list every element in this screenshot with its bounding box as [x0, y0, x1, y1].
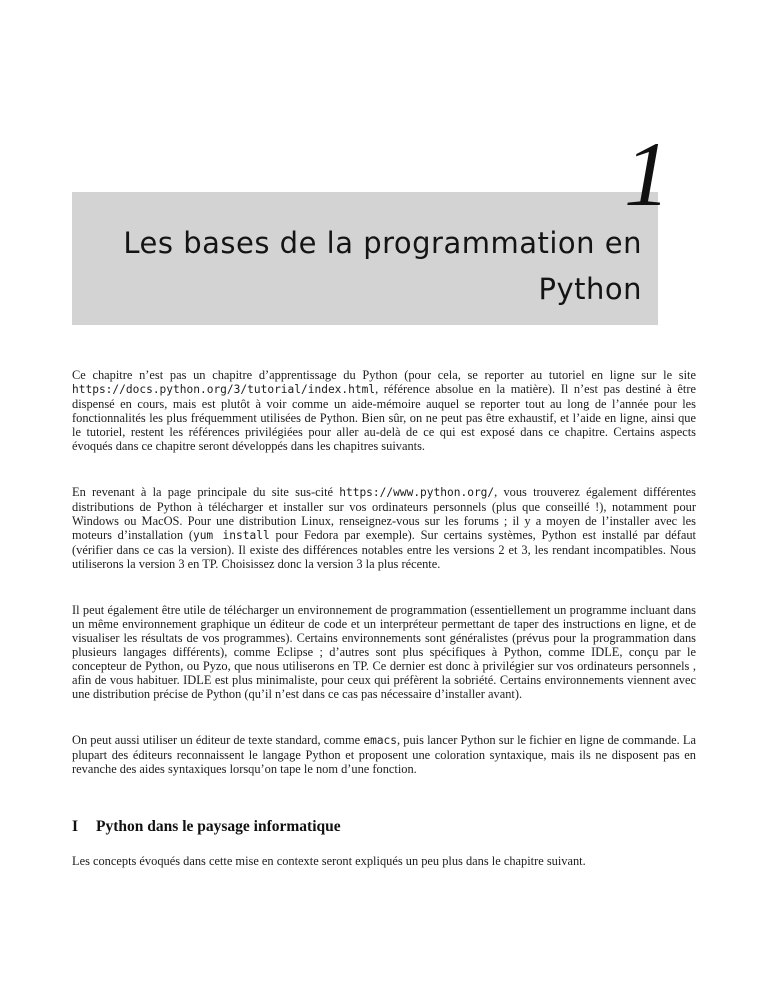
paragraph [72, 733, 696, 776]
section-number: I [72, 818, 79, 835]
text-run: Il peut également être utile de télécharger un environnement de programmation (essentiellement un programme incluant dans un même environnement graphique un éditeur de code et un interpréteur permettant de taper des instructions en ligne, et de visualiser les résultats de vos programmes). Certains environnements sont généralistes (prévus pour la programmation dans plusieurs langages différents), comme Eclipse ; d’autres sont plus spécifiques à Python, comme IDLE, conçu par le concepteur de Python, ou Pyzo, que nous utiliserons en TP. Ce dernier est donc à privilégier sur vos ordinateurs personnels , afin de vous habituer. IDLE est plus minimaliste, pour ceux qui préfèrent la sobriété. Certains environnements viennent avec une distribution précise de Python (qu’il n’est dans ce cas pas nécessaire d’installer avant). [72, 603, 696, 701]
text-run: On peut aussi utiliser un éditeur de texte standard, comme [72, 733, 364, 747]
text-run: pour Fedora par exemple). Sur certains systèmes, Python est installé par défaut (vérifier dans ce cas la version). Il existe des différences notables entre les versions 2 et 3, les rendant incompatibles. Nous utiliserons la version 3 en TP. Choisissez donc la version 3 la plus récente. [72, 528, 696, 571]
text-run: , puis lancer Python sur le fichier en ligne de commande. La plupart des éditeurs reconnaissent le langage Python et proposent une coloration syntaxique, mais ils ne disposent pas en revanche des aides syntaxiques lorsqu’on tape le nom d’une fonction. [72, 733, 696, 776]
text-run: En revenant à la page principale du site sus-cité [72, 485, 340, 499]
section-intro: Les concepts évoqués dans cette mise en contexte seront expliqués un peu plus dans le chapitre suivant. [72, 854, 586, 868]
text-run: , vous trouverez également différentes distributions de Python à télécharger et installer sur vos ordinateurs personnels (plus que conseillé !), notamment pour Windows ou MacOS. Pour une distribution Linux, renseignez-vous sur les forums ; il y a moyen de l’installer avec les moteurs d’installation ( [72, 485, 696, 542]
paragraph [72, 603, 696, 701]
chapter-title-banner [72, 192, 658, 325]
body-paragraphs [72, 368, 696, 776]
chapter-title-line2: Python [538, 272, 642, 306]
paragraph [72, 485, 696, 571]
inline-url-link[interactable]: https://www.python.org/ [339, 486, 495, 499]
inline-code: yum install [192, 529, 270, 542]
text-run: , référence absolue en la matière). Il n’est pas destiné à être dispensé en cours, mais est plutôt à voir comme un aide-mémoire auquel se reporter tout au long de l’année pour les fonctionnalités les plus fréquemment utilisées de Python. Bien sûr, on ne peut pas être exhaustif, et l’aide en ligne, ainsi que le tutoriel, restent les références privilégiées pour aller au-delà de ce qui est exposé dans ce chapitre. Certains aspects évoqués dans ce chapitre seront développés dans les chapitres suivants. [72, 382, 696, 453]
inline-code: emacs [363, 734, 398, 747]
chapter-title [72, 192, 658, 312]
inline-url-link[interactable]: https://docs.python.org/3/tutorial/index.html [72, 383, 376, 396]
text-run: Ce chapitre n’est pas un chapitre d’apprentissage du Python (pour cela, se reporter au tutoriel en ligne sur le site [72, 368, 696, 382]
chapter-title-line1: Les bases de la programmation en [123, 226, 642, 260]
paragraph [72, 368, 696, 453]
chapter-number: 1 [624, 123, 670, 225]
section-title: Python dans le paysage informatique [96, 818, 341, 835]
page-content [72, 368, 696, 868]
section-heading [72, 818, 696, 836]
